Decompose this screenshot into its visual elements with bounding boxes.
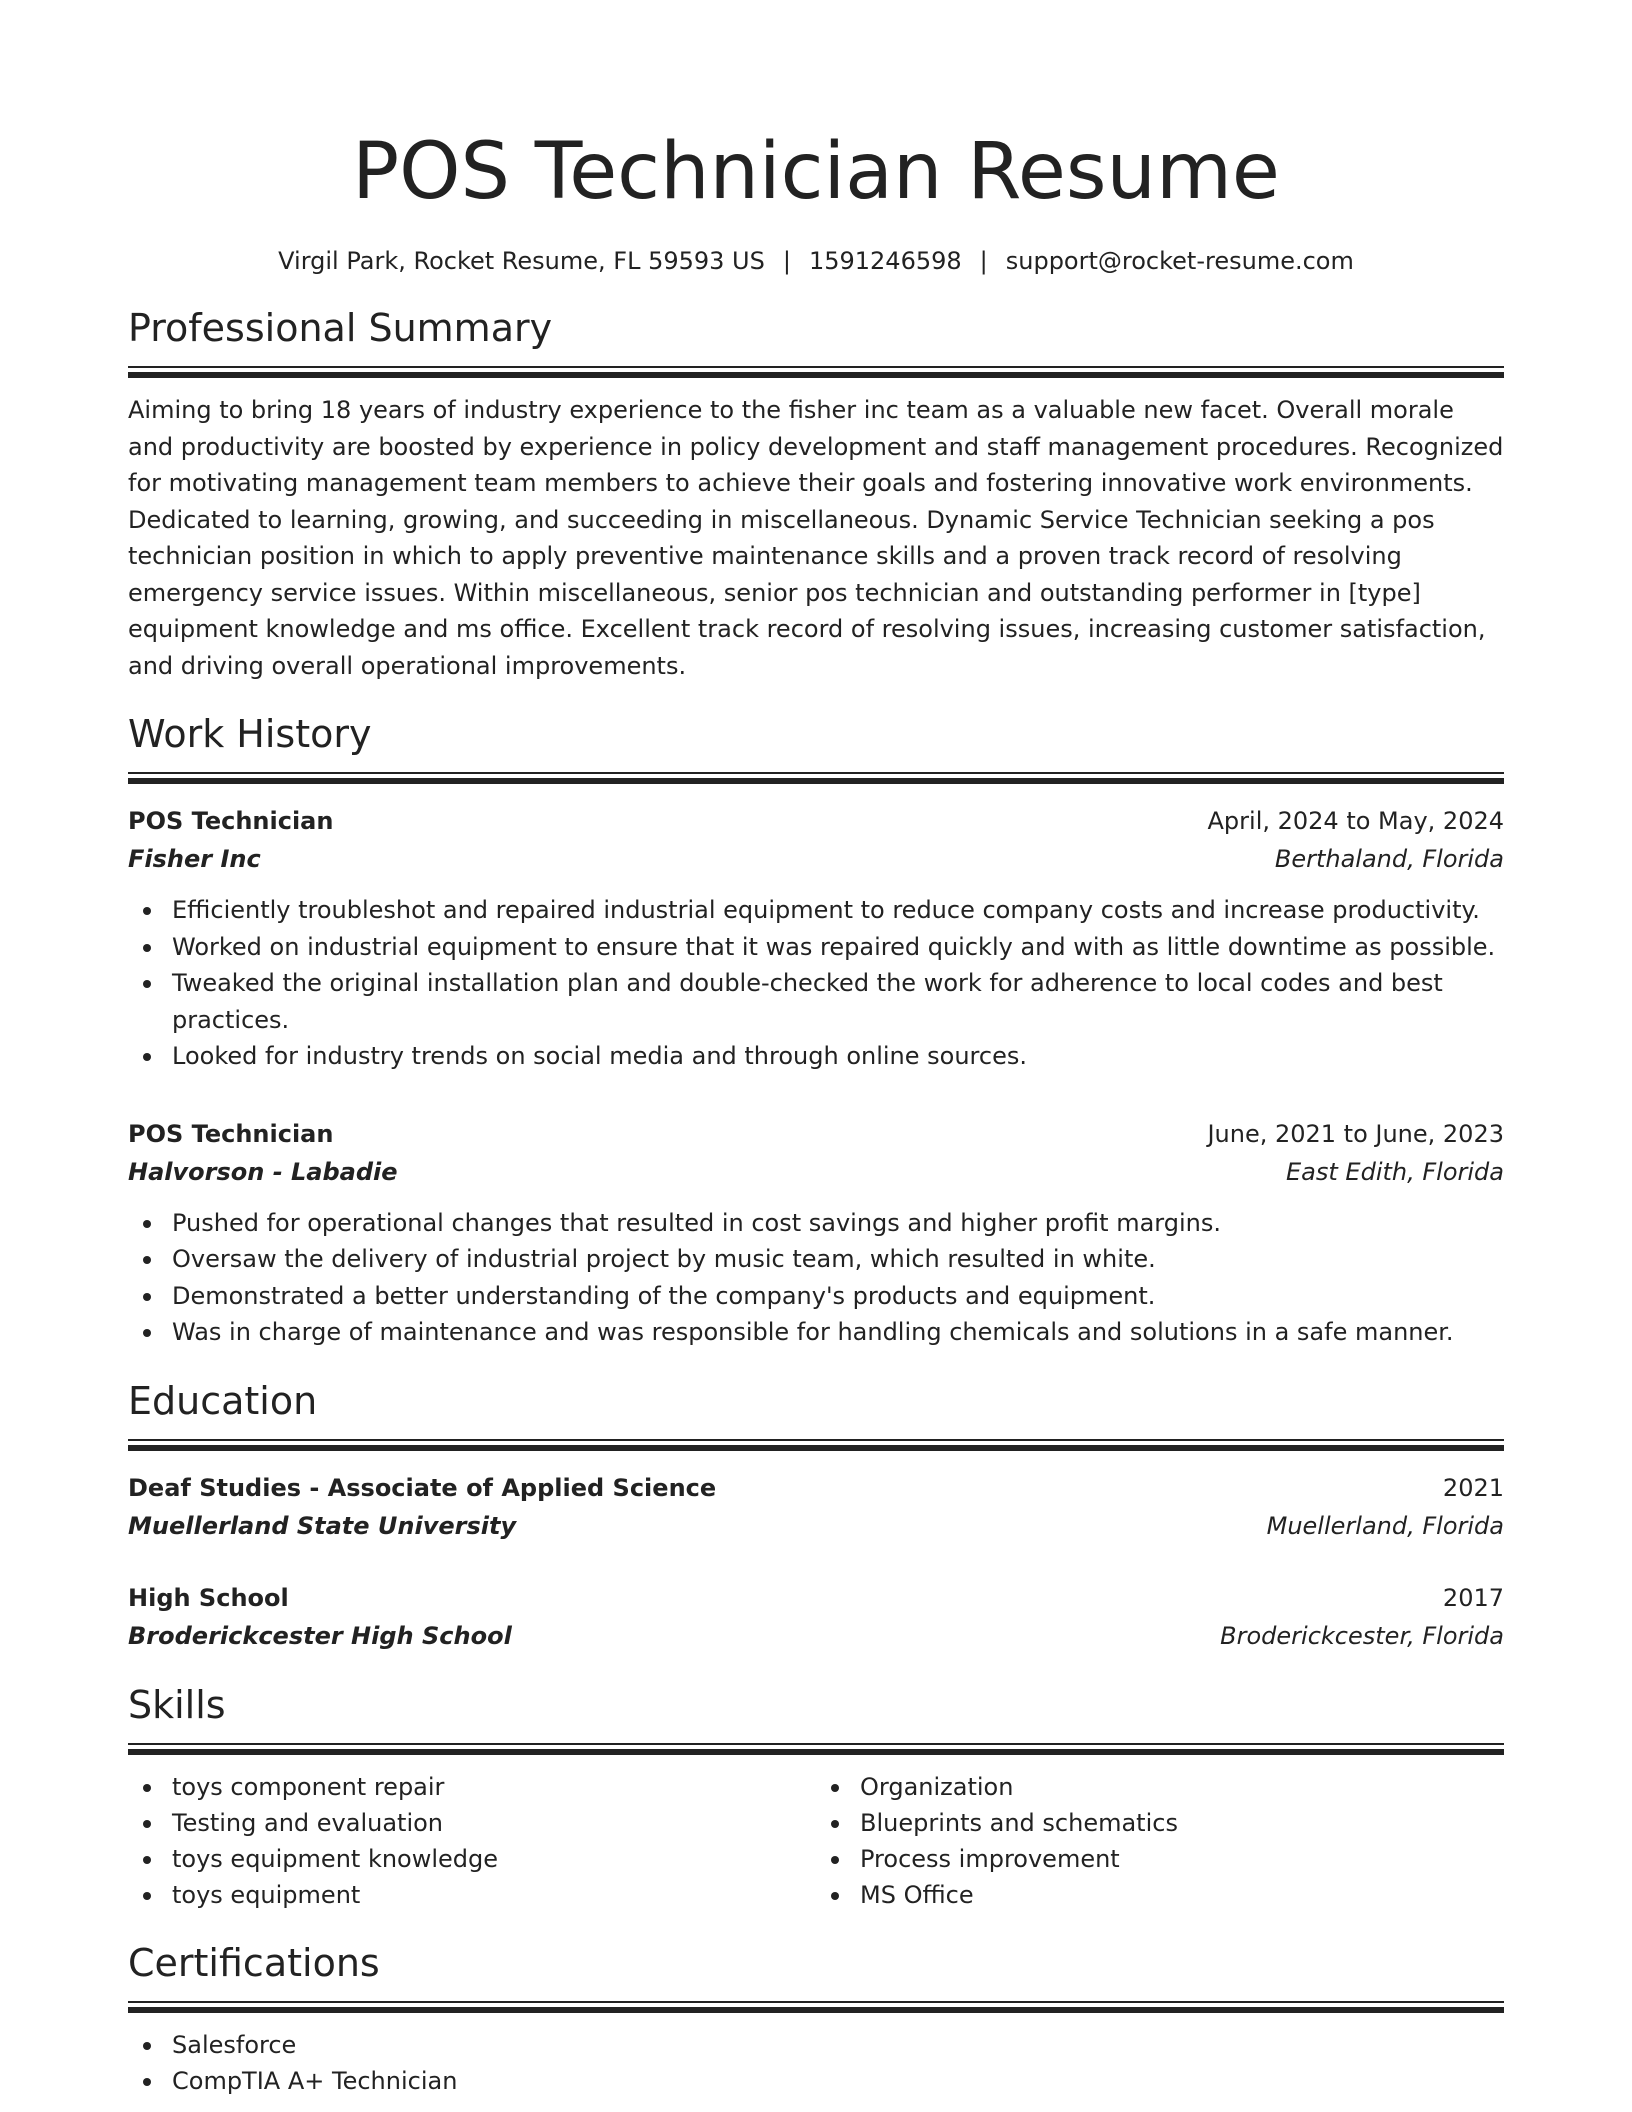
job-company: Fisher Inc — [128, 845, 261, 873]
list-item: Was in charge of maintenance and was responsible for handling chemicals and solutions in a safe manner. — [128, 1314, 1504, 1351]
job-dates: April, 2024 to May, 2024 — [1207, 807, 1504, 835]
resume-title: POS Technician Resume — [352, 127, 1280, 217]
job-header — [128, 1115, 1504, 1153]
job-header — [128, 802, 1504, 840]
job-title: POS Technician — [128, 1119, 334, 1148]
contact-separator: | — [979, 247, 988, 275]
summary-section — [128, 304, 1504, 684]
list-item: toys component repair — [128, 1769, 816, 1805]
summary-text: Aiming to bring 18 years of industry experience to the fisher inc team as a valuable new facet. Overall morale and productivity are boosted by experience in policy development and staff management procedures. Recognized for motivating management team members to achieve their goals and fostering innovative work environments. Dedicated to learning, growing, and succeeding in miscellaneous. Dynamic Service Technician seeking a pos technician position in which to apply preventive maintenance skills and a proven track record of resolving emergency service issues. Within miscellaneous, senior pos technician and outstanding performer in [type] equipment knowledge and ms office. Excellent track record of resolving issues, increasing customer satisfaction, and driving overall operational improvements. — [128, 396, 1504, 680]
education-entry — [128, 1469, 1504, 1545]
contact-address: Virgil Park, Rocket Resume, FL 59593 US — [278, 247, 765, 275]
list-item: Oversaw the delivery of industrial project by music team, which resulted in white. — [128, 1241, 1504, 1278]
section-divider — [128, 366, 1504, 378]
work-history-section — [128, 710, 1504, 1351]
education-header — [128, 1579, 1504, 1617]
education-school-row — [128, 1507, 1504, 1545]
education-location: Broderickcester, Florida — [1220, 1621, 1504, 1650]
job-company: Halvorson - Labadie — [128, 1157, 398, 1186]
list-item: Demonstrated a better understanding of the company's products and equipment. — [128, 1278, 1504, 1315]
education-degree: High School — [128, 1583, 289, 1612]
list-item: Blueprints and schematics — [816, 1805, 1504, 1841]
list-item: Worked on industrial equipment to ensure that it was repaired quickly and with as little downtime as possible. — [128, 929, 1504, 966]
list-item: Pushed for operational changes that resulted in cost savings and higher profit margins. — [128, 1205, 1504, 1242]
education-section — [128, 1377, 1504, 1655]
list-item: toys equipment knowledge — [128, 1841, 816, 1877]
section-heading: Work History — [128, 712, 372, 756]
job-duties — [128, 1205, 1504, 1351]
list-item: Looked for industry trends on social media and through online sources. — [128, 1038, 1504, 1075]
job-title: POS Technician — [128, 807, 334, 835]
education-header — [128, 1469, 1504, 1507]
certifications-section — [128, 1939, 1504, 2100]
job-dates: June, 2021 to June, 2023 — [1207, 1119, 1504, 1148]
section-heading: Professional Summary — [128, 306, 553, 350]
contact-phone: 1591246598 — [808, 247, 962, 275]
education-entry — [128, 1579, 1504, 1655]
list-item: toys equipment — [128, 1877, 816, 1913]
contact-separator: | — [782, 247, 791, 275]
education-school-row — [128, 1617, 1504, 1655]
education-school: Muellerland State University — [128, 1511, 517, 1540]
job-location: Berthaland, Florida — [1274, 845, 1504, 873]
section-divider — [128, 1743, 1504, 1755]
job-company-row — [128, 840, 1504, 878]
education-location: Muellerland, Florida — [1266, 1511, 1504, 1540]
skills-grid — [128, 1769, 1504, 1913]
job-entry — [128, 802, 1504, 1075]
list-item: MS Office — [816, 1877, 1504, 1913]
list-item: Organization — [816, 1769, 1504, 1805]
contact-line — [128, 244, 1504, 278]
list-item: CompTIA A+ Technician — [128, 2063, 1504, 2100]
skills-section — [128, 1681, 1504, 1913]
section-divider — [128, 1439, 1504, 1451]
skills-column-left — [128, 1769, 816, 1913]
section-divider — [128, 772, 1504, 784]
education-year: 2021 — [1442, 1473, 1504, 1502]
job-entry — [128, 1115, 1504, 1351]
list-item: Process improvement — [816, 1841, 1504, 1877]
job-location: East Edith, Florida — [1286, 1157, 1504, 1186]
job-duties — [128, 892, 1504, 1075]
section-heading: Certifications — [128, 1940, 380, 1985]
education-school: Broderickcester High School — [128, 1621, 512, 1650]
job-company-row — [128, 1153, 1504, 1191]
list-item: Testing and evaluation — [128, 1805, 816, 1841]
section-divider — [128, 2001, 1504, 2013]
skills-column-right — [816, 1769, 1504, 1913]
certifications-list — [128, 2027, 1504, 2100]
section-heading: Skills — [128, 1682, 226, 1727]
education-degree: Deaf Studies - Associate of Applied Science — [128, 1473, 717, 1502]
list-item: Efficiently troubleshot and repaired industrial equipment to reduce company costs and increase productivity. — [128, 892, 1504, 929]
list-item: Salesforce — [128, 2027, 1504, 2064]
education-year: 2017 — [1442, 1583, 1504, 1612]
section-heading: Education — [128, 1378, 318, 1423]
list-item: Tweaked the original installation plan and double-checked the work for adherence to local codes and best practices. — [128, 965, 1504, 1038]
contact-email: support@rocket-resume.com — [1005, 247, 1354, 275]
